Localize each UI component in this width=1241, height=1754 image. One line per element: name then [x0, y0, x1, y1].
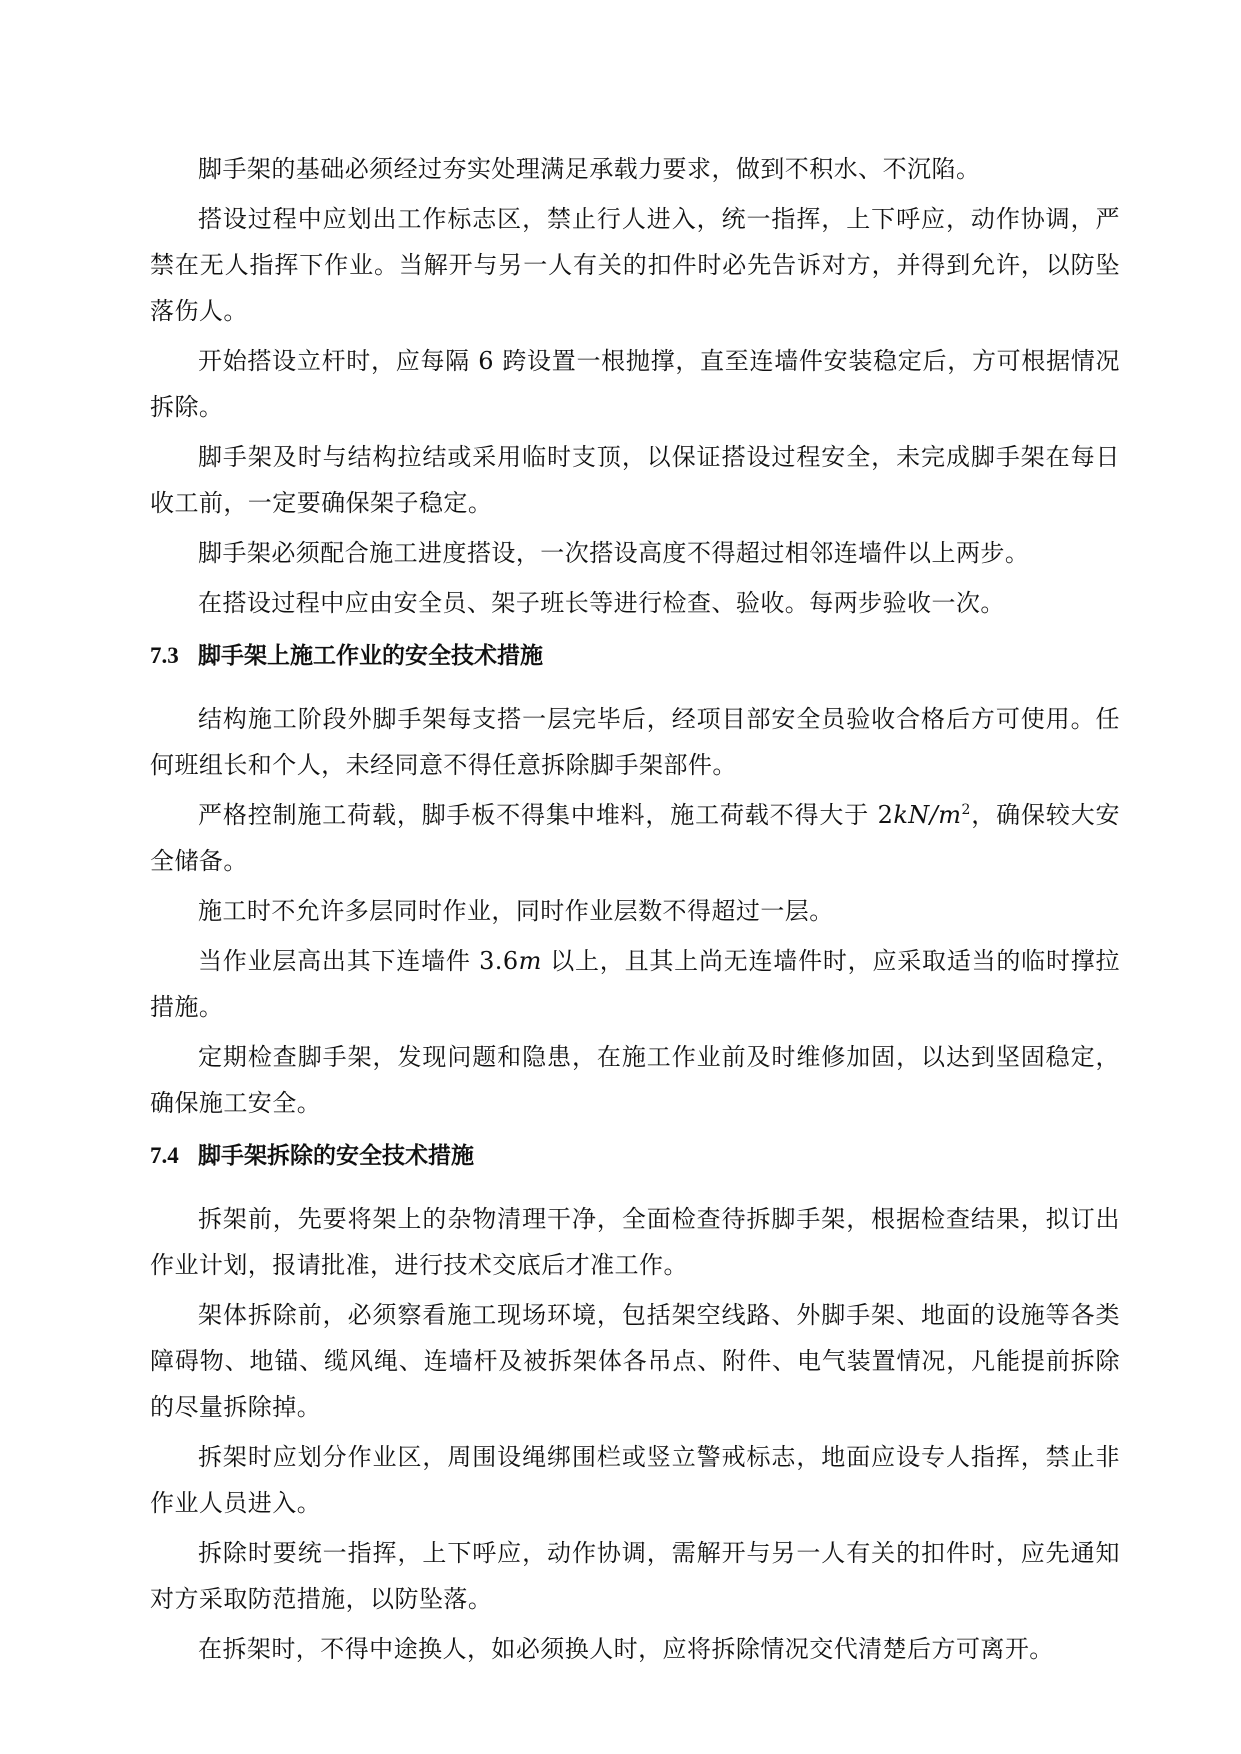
height-text-before: 当作业层高出其下连墙件 3.6: [198, 947, 519, 975]
section-number: 7.3: [150, 643, 179, 668]
height-text-after: 以上，且其上尚无连墙件时，应采取适当的临时撑拉措施。: [150, 947, 1120, 1021]
paragraph-single-layer: 施工时不允许多层同时作业，同时作业层数不得超过一层。: [198, 897, 834, 925]
paragraph-work-area: 拆架时应划分作业区，周围设绳绑围栏或竖立警戒标志，地面应设专人指挥，禁止非作业人员进入。: [150, 1443, 1120, 1517]
load-text-before: 严格控制施工荷载，脚手板不得集中堆料，施工荷载不得大于 2: [198, 801, 894, 829]
paragraph-erection-height: 脚手架必须配合施工进度搭设，一次搭设高度不得超过相邻连墙件以上两步。: [198, 539, 1030, 567]
paragraph-foundation: 脚手架的基础必须经过夯实处理满足承载力要求，做到不积水、不沉陷。: [198, 155, 981, 183]
paragraph-inspection: 在搭设过程中应由安全员、架子班长等进行检查、验收。每两步验收一次。: [198, 589, 1005, 617]
paragraph-site-survey: 架体拆除前，必须察看施工现场环境，包括架空线路、外脚手架、地面的设施等各类障碍物、地锚、缆风绳、连墙杆及被拆架体各吊点、附件、电气装置情况，凡能提前拆除的尽量拆除掉。: [150, 1301, 1120, 1421]
document-body: [150, 146, 1120, 1676]
paragraph-pre-dismantle: 拆架前，先要将架上的杂物清理干净，全面检查待拆脚手架，根据检查结果，拟订出作业计划，报请批准，进行技术交底后才准工作。: [150, 1205, 1120, 1279]
load-text-after: ，确保较大安全储备。: [150, 801, 1120, 875]
paragraph-wall-tie-height: [150, 938, 1120, 1030]
section-title: 脚手架拆除的安全技术措施: [198, 1143, 474, 1169]
load-unit-superscript: 2: [961, 802, 971, 818]
height-unit: m: [518, 947, 542, 975]
section-title: 脚手架上施工作业的安全技术措施: [198, 643, 543, 669]
paragraph-periodic-check: 定期检查脚手架，发现问题和隐患，在施工作业前及时维修加固，以达到坚固稳定，确保施工安全。: [150, 1043, 1120, 1117]
paragraph-no-shift-change: 在拆架时，不得中途换人，如必须换人时，应将拆除情况交代清楚后方可离开。: [198, 1635, 1054, 1663]
paragraph-bracing: 开始搭设立杆时，应每隔 6 跨设置一根抛撑，直至连墙件安装稳定后，方可根据情况拆除。: [150, 347, 1120, 421]
paragraph-load-control: [150, 792, 1120, 884]
load-unit: kN/m: [893, 801, 962, 829]
paragraph-work-zone: 搭设过程中应划出工作标志区，禁止行人进入，统一指挥，上下呼应，动作协调，严禁在无人指挥下作业。当解开与另一人有关的扣件时必先告诉对方，并得到允许，以防坠落伤人。: [150, 205, 1120, 325]
section-heading-7-4: [150, 1138, 1120, 1174]
section-number: 7.4: [150, 1143, 179, 1168]
paragraph-temporary-support: 脚手架及时与结构拉结或采用临时支顶，以保证搭设过程安全，未完成脚手架在每日收工前，一定要确保架子稳定。: [150, 443, 1120, 517]
paragraph-acceptance: 结构施工阶段外脚手架每支搭一层完毕后，经项目部安全员验收合格后方可使用。任何班组长和个人，未经同意不得任意拆除脚手架部件。: [150, 705, 1120, 779]
paragraph-coordination: 拆除时要统一指挥，上下呼应，动作协调，需解开与另一人有关的扣件时，应先通知对方采取防范措施，以防坠落。: [150, 1539, 1120, 1613]
section-heading-7-3: [150, 638, 1120, 674]
